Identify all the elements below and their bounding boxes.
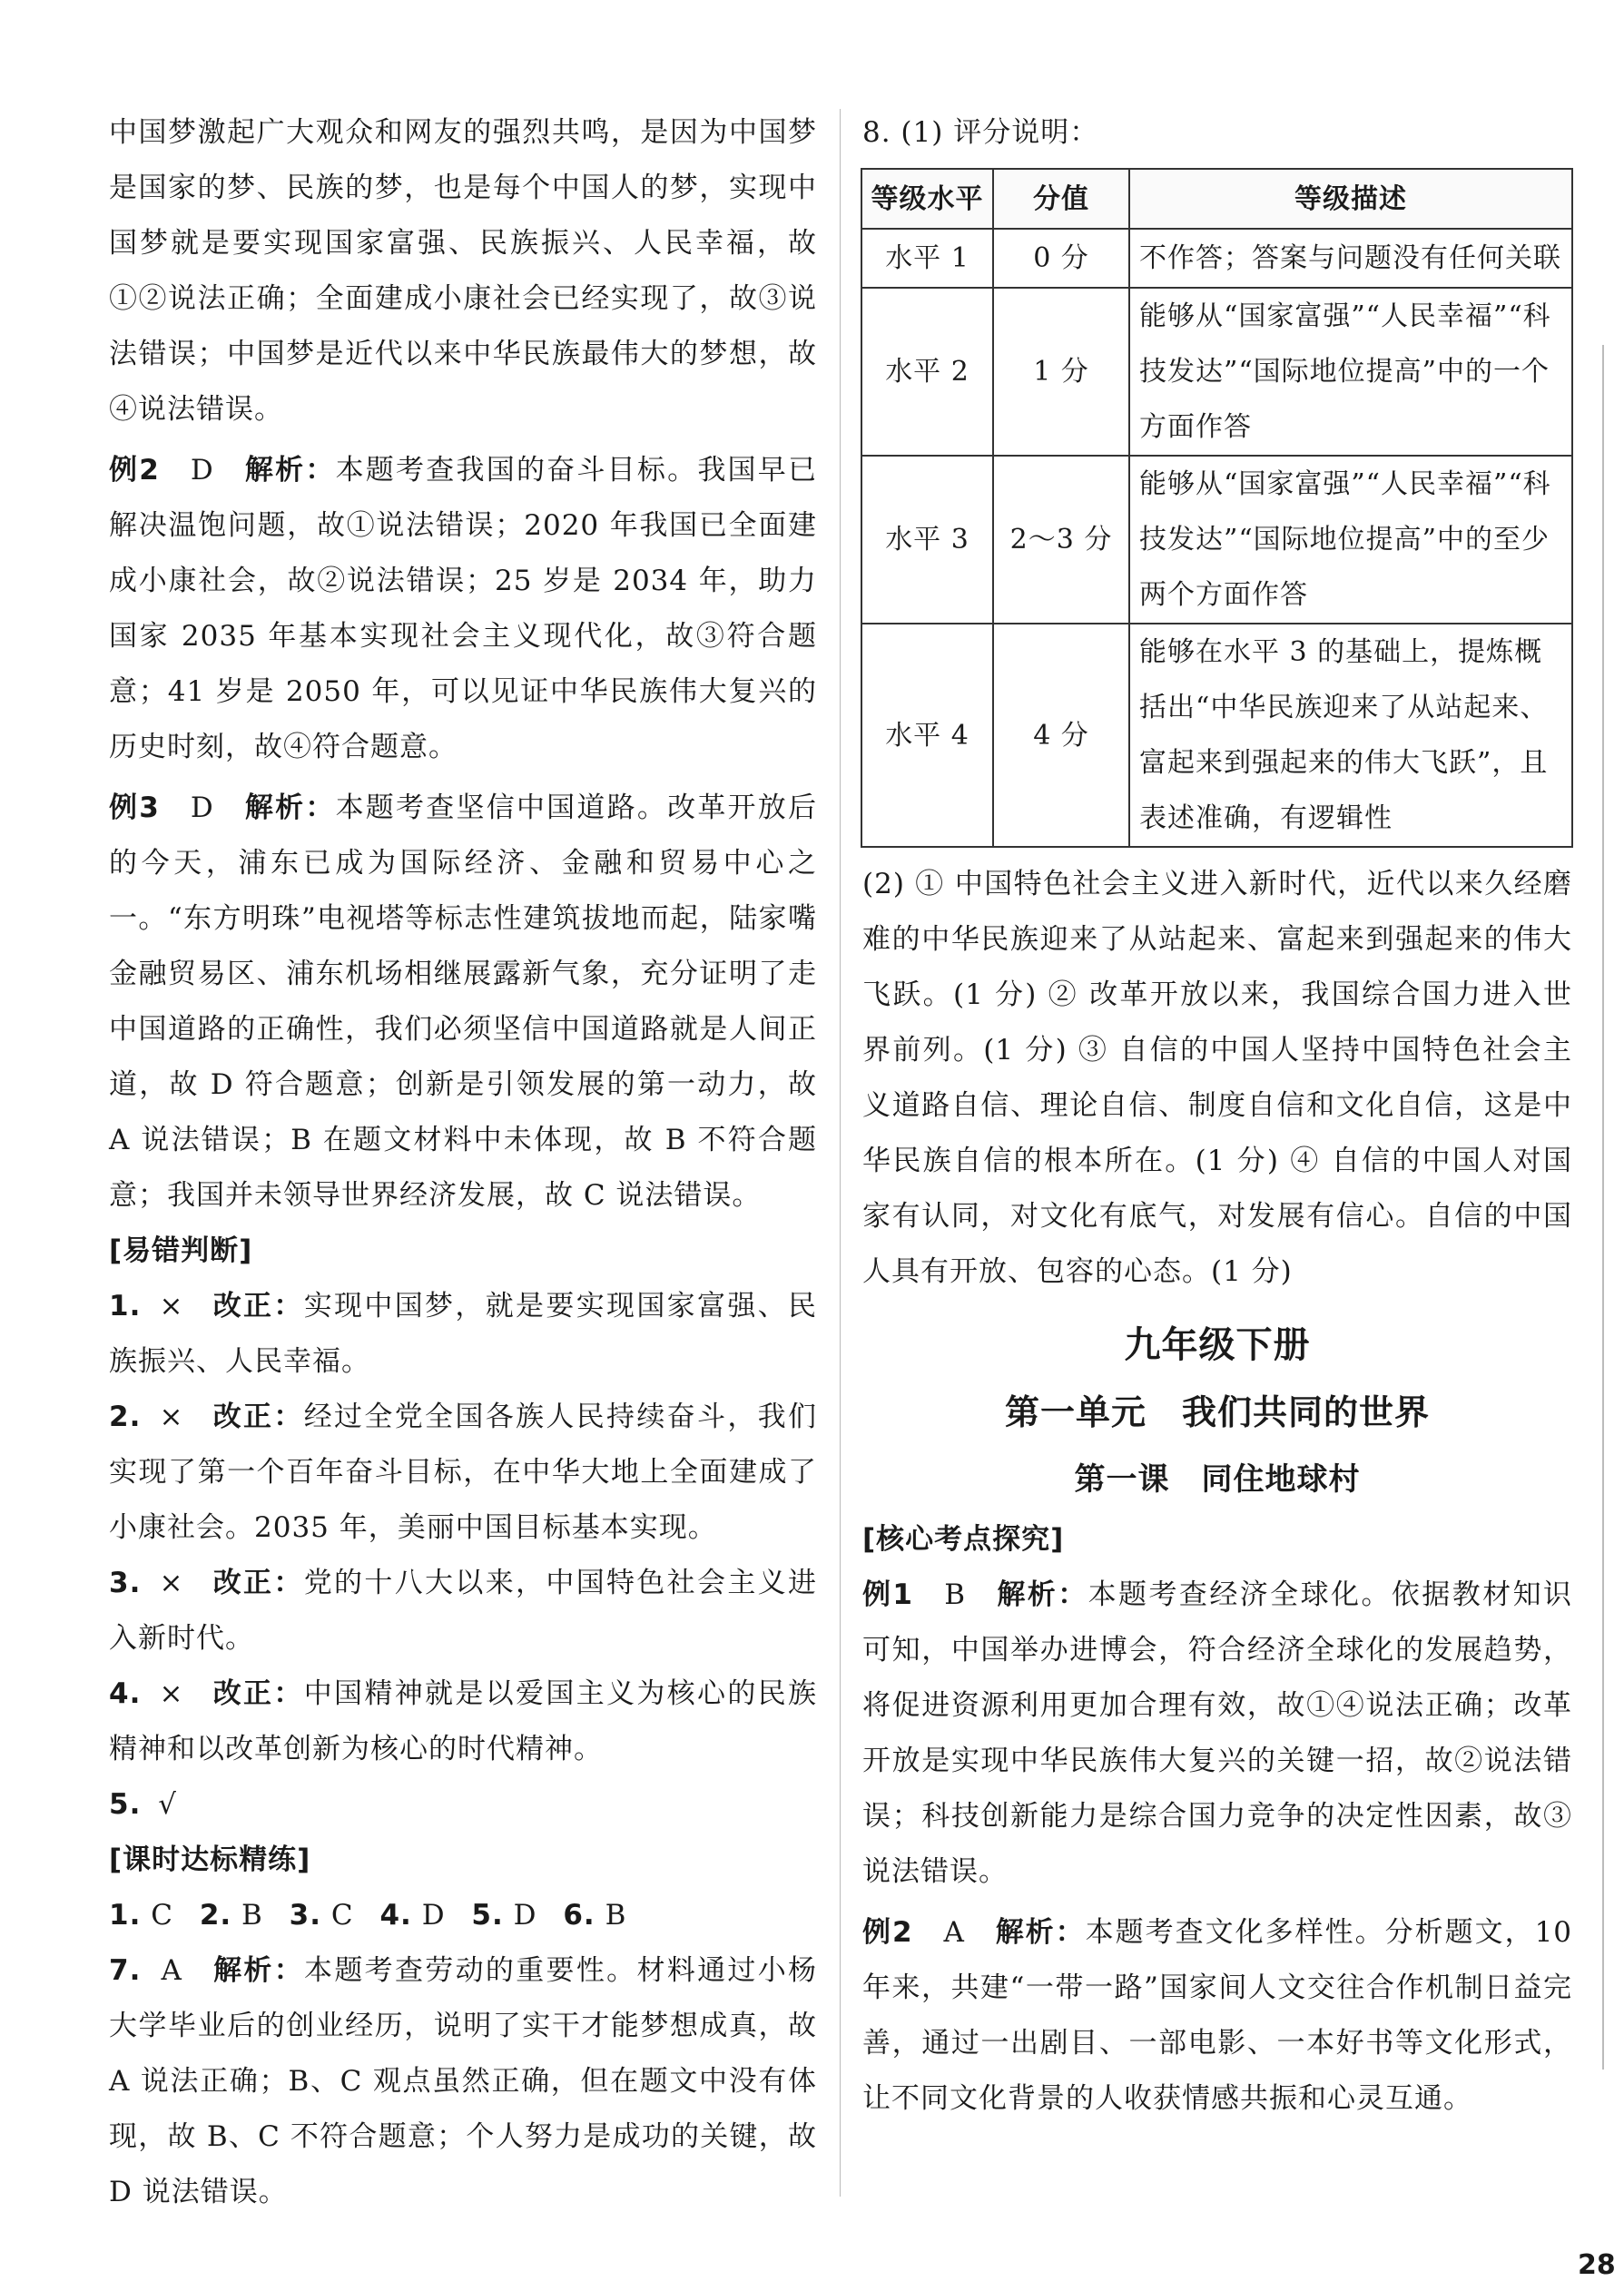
item-number: 7. — [109, 1954, 142, 1987]
page-number: 28 — [1578, 2249, 1616, 2281]
right-column — [862, 105, 1572, 2127]
binding-edge — [1602, 345, 1624, 2070]
question-8-part-2: (2) ① 中国特色社会主义进入新时代，近代以来久经磨难的中华民族迎来了从站起来、富起来到强起来的伟大飞跃。(1 分) ② 改革开放以来，我国综合国力进入世界前列。(1 分) ③ 自信的中国人坚持中国特色社会主义道路自信、理论自信、制度自信和文化自信，这是中华民族自信的根本所在。(1 分) ④ 自信的中国人对国家有认同，对文化有底气，对发展有信心。自信的中国人具有开放、包容的心态。(1 分) — [862, 868, 1572, 1288]
level-cell: 水平 2 — [861, 288, 993, 456]
desc-cell: 能够从“国家富强”“人民幸福”“科技发达”“国际地位提高”中的至少两个方面作答 — [1129, 456, 1572, 624]
question-7 — [109, 1943, 817, 2220]
answer-value: D — [513, 1899, 537, 1932]
item-number: 2. — [109, 1401, 142, 1433]
item-number: 5. — [471, 1899, 504, 1932]
example-label: 例1 — [862, 1578, 913, 1611]
answer-value: A — [161, 1954, 182, 1987]
cross-mark: × — [159, 1567, 184, 1599]
scoring-table — [861, 168, 1573, 848]
analysis-tag: 解析： — [213, 1954, 305, 1987]
item-number: 4. — [379, 1899, 412, 1932]
table-header: 等级描述 — [1129, 169, 1572, 229]
example-text: 本题考查坚信中国道路。改革开放后的今天，浦东已成为国际经济、金融和贸易中心之一。“东方明珠”电视塔等标志性建筑拔地而起，陆家嘴金融贸易区、浦东机场相继展露新气象，充分证明了走中国道路的正确性，我们必须坚信中国道路就是人间正道，故 D 符合题意；创新是引领发展的第一动力，故 A 说法错误；B 在题文材料中未体现，故 B 不符合题意；我国并未领导世界经济发展，故 C 说法错误。 — [109, 791, 818, 1212]
answer-value: C — [151, 1899, 173, 1932]
example-label: 例2 — [862, 1916, 913, 1949]
cross-mark: × — [159, 1290, 184, 1322]
desc-cell: 能够在水平 3 的基础上，提炼概括出“中华民族迎来了从站起来、富起来到强起来的伟大飞跃”，且表述准确，有逻辑性 — [1129, 624, 1572, 847]
desc-cell: 不作答；答案与问题没有任何关联 — [1129, 229, 1572, 288]
level-cell: 水平 3 — [861, 456, 993, 624]
example-label: 例3 — [109, 791, 160, 824]
correction-text: 经过全党全国各族人民持续奋斗，我们实现了第一个百年奋斗目标，在中华大地上全面建成了小康社会。2035 年，美丽中国目标基本实现。 — [109, 1401, 818, 1544]
example-1 — [862, 1568, 1572, 1900]
answer-value: C — [330, 1899, 354, 1932]
answer-list — [109, 1888, 817, 1943]
item-number: 2. — [199, 1899, 232, 1932]
example-answer: D — [190, 454, 214, 487]
example-text: 本题考查经济全球化。依据教材知识可知，中国举办进博会，符合经济全球化的发展趋势，将促进资源利用更加合理有效，故①④说法正确；改革开放是实现中华民族伟大复兴的关键一招，故②说法错误；科技创新能力是综合国力竞争的决定性因素，故③说法错误。 — [862, 1578, 1572, 1888]
correction-tag: 改正： — [212, 1401, 304, 1433]
example-answer: A — [943, 1916, 965, 1949]
judge-item — [109, 1390, 817, 1556]
table-row — [861, 288, 1572, 456]
example-answer: D — [190, 791, 214, 824]
score-cell: 4 分 — [993, 624, 1129, 847]
table-header: 等级水平 — [861, 169, 993, 229]
example-3 — [109, 781, 817, 1224]
item-number: 4. — [109, 1677, 142, 1710]
check-mark: √ — [158, 1788, 177, 1821]
cross-mark: × — [159, 1677, 184, 1710]
table-row — [861, 456, 1572, 624]
correction-tag: 改正： — [212, 1290, 304, 1322]
analysis-tag: 解析： — [995, 1916, 1086, 1949]
correction-tag: 改正： — [212, 1677, 304, 1710]
score-cell: 2～3 分 — [993, 456, 1129, 624]
item-number: 1. — [109, 1290, 142, 1322]
section-heading-mistakes: [易错判断] — [109, 1234, 253, 1267]
question-8-heading: 8. (1) 评分说明： — [862, 116, 1099, 149]
answer-value: B — [605, 1899, 627, 1932]
example-text: 本题考查我国的奋斗目标。我国早已解决温饱问题，故①说法错误；2020 年我国已全面建成小康社会，故②说法错误；25 岁是 2034 年，助力国家 2035 年基本实现社会主义现代化，故③符合题意；41 岁是 2050 年，可以见证中华民族伟大复兴的历史时刻，故④符合题意。 — [109, 454, 818, 763]
item-number: 3. — [289, 1899, 322, 1932]
lesson-title: 第一课 同住地球村 — [1074, 1461, 1361, 1498]
correction-text: 实现中国梦，就是要实现国家富强、民族振兴、人民幸福。 — [109, 1290, 818, 1378]
table-row — [861, 624, 1572, 847]
level-cell: 水平 4 — [861, 624, 993, 847]
item-number: 3. — [109, 1567, 142, 1599]
level-cell: 水平 1 — [861, 229, 993, 288]
judge-item — [109, 1279, 817, 1390]
desc-cell: 能够从“国家富强”“人民幸福”“科技发达”“国际地位提高”中的一个方面作答 — [1129, 288, 1572, 456]
item-number: 1. — [109, 1899, 142, 1932]
correction-tag: 改正： — [212, 1567, 304, 1599]
example-text: 本题考查文化多样性。分析题文，10 年来，共建“一带一路”国家间人文交往合作机制日益完善，通过一出剧目、一部电影、一本好书等文化形式，让不同文化背景的人收获情感共振和心灵互通。 — [862, 1916, 1573, 2115]
left-column — [109, 105, 817, 2220]
section-heading-core: [核心考点探究] — [862, 1523, 1065, 1556]
correction-text: 中国精神就是以爱国主义为核心的民族精神和以改革创新为核心的时代精神。 — [109, 1677, 818, 1765]
judge-item — [109, 1667, 817, 1777]
column-divider — [840, 109, 841, 2197]
example-2-right — [862, 1905, 1572, 2127]
analysis-text: 本题考查劳动的重要性。材料通过小杨大学毕业后的创业经历，说明了实干才能梦想成真，故 A 说法正确；B、C 观点虽然正确，但在题文中没有体现，故 B、C 不符合题意；个人努力是成功的关键，故 D 说法错误。 — [109, 1954, 818, 2208]
judge-item — [109, 1556, 817, 1667]
example-2 — [109, 443, 817, 775]
item-number: 5. — [109, 1788, 142, 1821]
book-title: 九年级下册 — [1124, 1324, 1311, 1366]
score-cell: 1 分 — [993, 288, 1129, 456]
unit-title: 第一单元 我们共同的世界 — [1004, 1392, 1430, 1432]
correction-text: 党的十八大以来，中国特色社会主义进入新时代。 — [109, 1567, 818, 1655]
cross-mark: × — [159, 1401, 184, 1433]
table-row — [861, 229, 1572, 288]
item-number: 6. — [563, 1899, 595, 1932]
answer-value: B — [241, 1899, 263, 1932]
table-header-row — [861, 169, 1572, 229]
analysis-tag: 解析： — [997, 1578, 1088, 1611]
score-cell: 0 分 — [993, 229, 1129, 288]
example-label: 例2 — [109, 454, 160, 487]
answer-value: D — [421, 1899, 446, 1932]
analysis-tag: 解析： — [244, 454, 336, 487]
table-header: 分值 — [993, 169, 1129, 229]
paragraph-intro: 中国梦激起广大观众和网友的强烈共鸣，是因为中国梦是国家的梦、民族的梦，也是每个中国人的梦，实现中国梦就是要实现国家富强、民族振兴、人民幸福，故①②说法正确；全面建成小康社会已经实现了，故③说法错误；中国梦是近代以来中华民族最伟大的梦想，故④说法错误。 — [109, 116, 817, 426]
analysis-tag: 解析： — [244, 791, 336, 824]
section-heading-practice: [课时达标精练] — [109, 1843, 311, 1876]
example-answer: B — [944, 1578, 967, 1611]
judge-item — [109, 1777, 817, 1833]
